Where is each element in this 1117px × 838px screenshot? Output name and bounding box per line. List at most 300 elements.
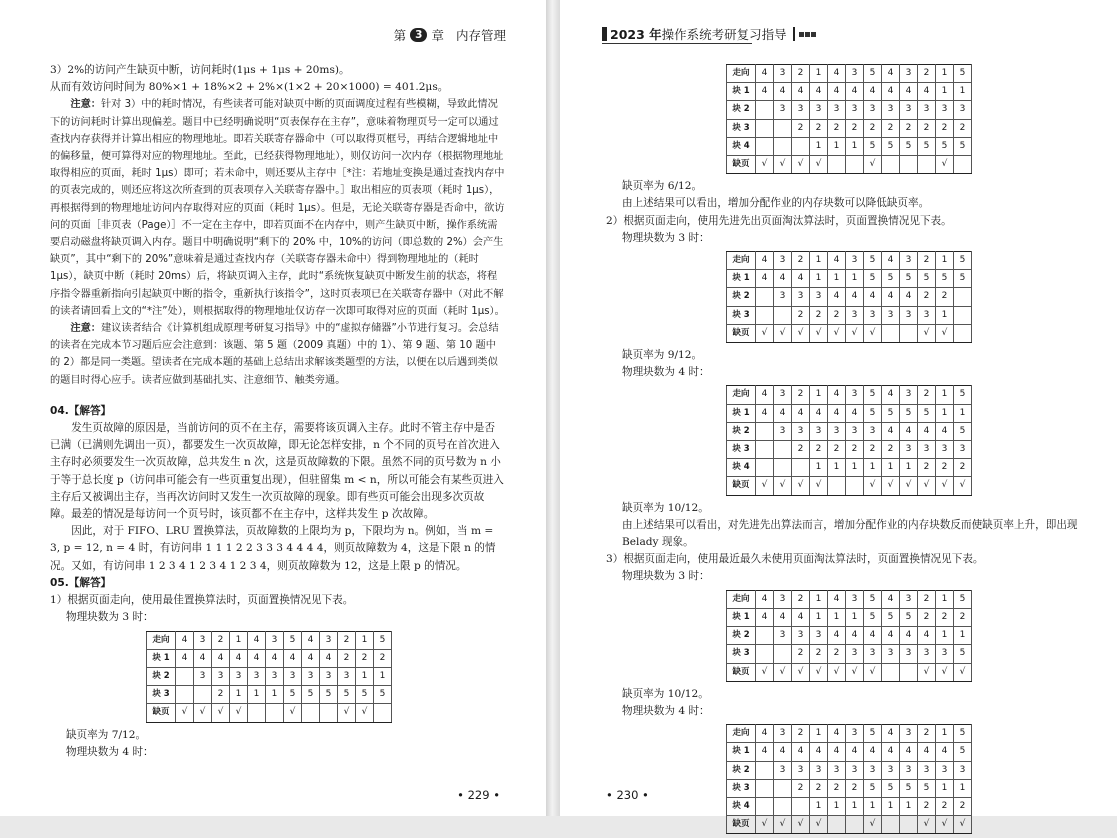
- table-cell: 5: [374, 686, 392, 704]
- table-cell: 5: [338, 686, 356, 704]
- q05-blocks-3: 物理块数为 3 时：: [66, 611, 154, 624]
- table-cell: [756, 459, 774, 477]
- para-average: 从而有效访问时间为 80%×1 + 18%×2 + 2%×(1×2 + 20×1000) = 401.2μs。: [50, 81, 449, 94]
- table-cell: √: [936, 663, 954, 681]
- table-cell: √: [792, 156, 810, 174]
- table-cell: √: [828, 324, 846, 342]
- table-cell: 3: [954, 101, 972, 119]
- table-cell: 1: [936, 590, 954, 608]
- table-cell: 4: [882, 422, 900, 440]
- table-cell: 3: [230, 667, 248, 685]
- table-cell: 1: [846, 459, 864, 477]
- right-running-header: [602, 25, 816, 43]
- right-page: [560, 0, 1117, 830]
- table-cell: 5: [900, 608, 918, 626]
- row-header: 缺页: [727, 324, 756, 342]
- table-cell: √: [864, 477, 882, 495]
- q05-blocks-4: 物理块数为 4 时：: [66, 745, 154, 758]
- table-cell: √: [774, 324, 792, 342]
- table-cell: 1: [936, 404, 954, 422]
- table-cell: 2: [954, 797, 972, 815]
- table-cell: √: [828, 663, 846, 681]
- row-header: 走向: [147, 631, 176, 649]
- table-opt-3-wrap: [50, 631, 505, 723]
- table-cell: 1: [936, 627, 954, 645]
- table-cell: 4: [792, 270, 810, 288]
- row-header: 块 3: [727, 306, 756, 324]
- table-cell: 3: [846, 725, 864, 743]
- header-year: 2023 年: [610, 27, 662, 42]
- table-cell: [954, 288, 972, 306]
- table-cell: 5: [864, 137, 882, 155]
- table-cell: 5: [356, 686, 374, 704]
- table-cell: √: [936, 156, 954, 174]
- table-cell: 4: [882, 725, 900, 743]
- table-cell: 4: [810, 83, 828, 101]
- table-optimal-3-blocks: [146, 631, 392, 723]
- table-cell: 5: [918, 270, 936, 288]
- left-running-header: [394, 26, 506, 44]
- table-cell: 2: [918, 608, 936, 626]
- table-cell: 1: [882, 459, 900, 477]
- table-cell: √: [810, 663, 828, 681]
- table-cell: √: [792, 477, 810, 495]
- table-cell: 1: [810, 459, 828, 477]
- table-cell: 3: [846, 306, 864, 324]
- table-cell: [756, 119, 774, 137]
- table-cell: 3: [774, 101, 792, 119]
- row-header: 块 2: [147, 667, 176, 685]
- table-cell: 4: [882, 288, 900, 306]
- table-cell: 3: [882, 645, 900, 663]
- table-cell: 1: [828, 270, 846, 288]
- row-header: 块 4: [727, 797, 756, 815]
- table-cell: 5: [936, 270, 954, 288]
- table-cell: √: [756, 816, 774, 834]
- table-cell: [828, 477, 846, 495]
- table-cell: 4: [846, 627, 864, 645]
- header-squares-icon: [799, 32, 816, 37]
- q04-title: 04.【解答】: [50, 404, 112, 417]
- table-cell: 2: [954, 459, 972, 477]
- table-cell: 1: [936, 252, 954, 270]
- table-cell: 2: [864, 119, 882, 137]
- table-cell: 3: [900, 386, 918, 404]
- table-cell: 3: [900, 590, 918, 608]
- table-cell: 1: [356, 667, 374, 685]
- table-cell: 2: [810, 119, 828, 137]
- right-page-number: • 230 •: [606, 788, 649, 802]
- table-row: [727, 459, 972, 477]
- table-cell: 2: [918, 725, 936, 743]
- table-cell: 4: [756, 608, 774, 626]
- table-cell: 4: [212, 649, 230, 667]
- table-cell: √: [882, 477, 900, 495]
- table-cell: 3: [828, 761, 846, 779]
- table-row: [727, 270, 972, 288]
- chapter-badge: 3: [410, 28, 427, 42]
- table-cell: 4: [846, 288, 864, 306]
- row-header: 块 3: [727, 645, 756, 663]
- table-cell: 2: [936, 608, 954, 626]
- table-cell: 4: [176, 631, 194, 649]
- note-2-label: 注意：: [70, 323, 101, 335]
- table-cell: [846, 477, 864, 495]
- table-cell: 3: [774, 627, 792, 645]
- chapter-suffix: 章: [431, 28, 444, 43]
- table-row: [727, 65, 972, 83]
- fifo-intro: 2）根据页面走向，使用先进先出页面淘汰算法时，页面置换情况见下表。: [606, 214, 952, 227]
- table-cell: 3: [194, 667, 212, 685]
- table-cell: 3: [792, 288, 810, 306]
- table-cell: 4: [828, 725, 846, 743]
- table-cell: 3: [846, 590, 864, 608]
- table-cell: √: [176, 704, 194, 722]
- table-cell: [792, 137, 810, 155]
- table-cell: 1: [936, 65, 954, 83]
- lru-intro: 3）根据页面走向，使用最近最久未使用页面淘汰算法时，页面置换情况见下表。: [606, 553, 984, 566]
- table-cell: 2: [810, 779, 828, 797]
- row-header: 块 3: [727, 441, 756, 459]
- table-cell: 3: [936, 441, 954, 459]
- header-book-title: 操作系统考研复习指导: [661, 27, 787, 42]
- row-header: 块 2: [727, 627, 756, 645]
- table-cell: [266, 704, 284, 722]
- table-cell: [774, 459, 792, 477]
- table-cell: 3: [266, 631, 284, 649]
- table-cell: [900, 324, 918, 342]
- table-cell: 4: [302, 631, 320, 649]
- table-cell: 2: [828, 441, 846, 459]
- table-cell: [302, 704, 320, 722]
- table-cell: 4: [864, 83, 882, 101]
- table-cell: 3: [900, 306, 918, 324]
- table-row: [727, 288, 972, 306]
- table-cell: 4: [792, 743, 810, 761]
- table-cell: 3: [882, 761, 900, 779]
- table-cell: 3: [864, 101, 882, 119]
- table-opt-4-wrap: [606, 64, 1086, 174]
- table-cell: 4: [756, 404, 774, 422]
- table-cell: 5: [882, 270, 900, 288]
- table-cell: 3: [864, 422, 882, 440]
- row-header: 块 2: [727, 422, 756, 440]
- table-cell: 2: [792, 590, 810, 608]
- row-header: 块 1: [147, 649, 176, 667]
- table-cell: √: [792, 663, 810, 681]
- chapter-prefix: 第: [393, 28, 407, 43]
- table-cell: √: [918, 816, 936, 834]
- table-row: [727, 743, 972, 761]
- table-cell: [756, 627, 774, 645]
- table-cell: 5: [954, 725, 972, 743]
- table-cell: 5: [864, 779, 882, 797]
- table-cell: 5: [864, 725, 882, 743]
- table-cell: 3: [918, 101, 936, 119]
- table-cell: 2: [828, 306, 846, 324]
- table-row: [727, 404, 972, 422]
- q05-para-1: 1）根据页面走向，使用最佳置换算法时，页面置换情况见下表。: [50, 594, 354, 607]
- table-cell: 1: [810, 252, 828, 270]
- table-cell: 2: [810, 441, 828, 459]
- q04-para-1: 发生页故障的原因是，当前访问的页不在主存，需要将该页调入主存。此时不管主存中是否已满（已满则先调出一页），都要发生一次页故障，即无论怎样安排，n 个不同的页号在首次进入主存时必须要发生一次页故障，总共发生 n 次，这是页故障数的下限。虽然不同的页号数为 n 小于等于总长度 p（访问串可能会有一些页重复出现），但驻留集 m < n，所以可能会有某些页进入主存后又被调出主存，当再次访问时又发生一次页故障的现象。即有些页可能会出现多次页故障。最差的情况是每访问一个页号时，该页都不在主存中，这样共发生 p 次故障。: [50, 422, 504, 521]
- table-cell: 3: [900, 65, 918, 83]
- table-cell: √: [756, 324, 774, 342]
- table-cell: [774, 441, 792, 459]
- table-cell: √: [774, 156, 792, 174]
- table-cell: √: [284, 704, 302, 722]
- row-header: 块 3: [727, 779, 756, 797]
- table-cell: 4: [302, 649, 320, 667]
- table-cell: 1: [846, 608, 864, 626]
- table-cell: 4: [882, 83, 900, 101]
- rate-fifo-3: 缺页率为 9/12。: [622, 349, 703, 362]
- table-cell: 3: [828, 422, 846, 440]
- table-row: [727, 761, 972, 779]
- row-header: 块 3: [147, 686, 176, 704]
- table-cell: 3: [918, 645, 936, 663]
- table-cell: 3: [846, 645, 864, 663]
- table-fifo-4-wrap: [606, 385, 1086, 495]
- table-cell: 3: [846, 65, 864, 83]
- row-header: 块 2: [727, 101, 756, 119]
- table-cell: 1: [230, 631, 248, 649]
- table-cell: 4: [320, 649, 338, 667]
- table-cell: 5: [864, 386, 882, 404]
- table-cell: 1: [810, 608, 828, 626]
- table-cell: 4: [846, 404, 864, 422]
- table-cell: 2: [918, 797, 936, 815]
- table-cell: 4: [756, 252, 774, 270]
- table-cell: 3: [774, 386, 792, 404]
- table-cell: 1: [230, 686, 248, 704]
- table-cell: 3: [864, 761, 882, 779]
- table-cell: 1: [846, 797, 864, 815]
- table-cell: 3: [954, 441, 972, 459]
- table-cell: 4: [900, 288, 918, 306]
- table-cell: √: [936, 816, 954, 834]
- table-cell: 2: [918, 252, 936, 270]
- table-cell: [954, 156, 972, 174]
- table-lru-3-blocks: [726, 590, 972, 682]
- table-row: [147, 686, 392, 704]
- table-row: [727, 137, 972, 155]
- table-cell: 4: [918, 83, 936, 101]
- row-header: 缺页: [727, 816, 756, 834]
- table-cell: 4: [810, 404, 828, 422]
- row-header: 块 4: [727, 459, 756, 477]
- table-cell: 5: [864, 270, 882, 288]
- table-cell: 5: [320, 686, 338, 704]
- table-cell: 3: [828, 101, 846, 119]
- table-cell: √: [864, 324, 882, 342]
- table-cell: √: [864, 156, 882, 174]
- table-cell: √: [792, 324, 810, 342]
- table-cell: √: [194, 704, 212, 722]
- table-cell: 3: [302, 667, 320, 685]
- table-cell: 2: [212, 631, 230, 649]
- table-cell: [828, 156, 846, 174]
- table-cell: 5: [864, 65, 882, 83]
- table-row: [727, 627, 972, 645]
- table-cell: 3: [194, 631, 212, 649]
- table-cell: 4: [810, 743, 828, 761]
- rate-opt-4: 缺页率为 6/12。: [622, 180, 703, 193]
- table-cell: √: [846, 324, 864, 342]
- table-cell: 4: [248, 631, 266, 649]
- table-cell: 1: [900, 797, 918, 815]
- table-cell: 5: [954, 137, 972, 155]
- table-row: [727, 422, 972, 440]
- fifo-blocks-4: 物理块数为 4 时：: [622, 366, 710, 379]
- table-row: [727, 252, 972, 270]
- table-cell: 4: [864, 627, 882, 645]
- table-cell: 2: [792, 65, 810, 83]
- table-cell: 4: [882, 627, 900, 645]
- conclusion-fifo: 由上述结果可以看出，对先进先出算法而言，增加分配作业的内存块数反而使缺页率上升，即出现 Belady 现象。: [622, 518, 1078, 549]
- table-cell: 3: [846, 101, 864, 119]
- table-cell: 3: [900, 645, 918, 663]
- table-cell: 5: [918, 779, 936, 797]
- table-cell: 2: [918, 119, 936, 137]
- conclusion-opt: 由上述结果可以看出，增加分配作业的内存块数可以降低缺页率。: [622, 197, 930, 210]
- table-cell: 1: [954, 627, 972, 645]
- table-cell: 4: [936, 743, 954, 761]
- table-cell: [774, 797, 792, 815]
- table-cell: 4: [756, 590, 774, 608]
- rate-fifo-4: 缺页率为 10/12。: [622, 501, 709, 514]
- table-cell: 3: [846, 422, 864, 440]
- table-cell: 5: [918, 137, 936, 155]
- note-1-text: 针对 3）中的耗时情况，有些读者可能对缺页中断的页面调度过程有些模糊，导致此情况下的访问耗时计算出现偏差。题目中已经明确说明“页表保存在主存”，意味着物理页号一定可以通过查找内存获得并计算出相应的物理地址。即若关联寄存器命中（可以取得页框号，再结合逻辑地址中的偏移量，便可算得对应的物理地址。至此，已经获得物理地址），则仅访问一次内存（根据物理地址取得相应的页面，耗时 1μs）即可；若未命中，则还要从主存中［*注：若地址变换是通过查找内存中的页表完成的，则还应将这次所查到的页表项存入关联寄存器中。］取出相应的页表项（耗时 1μs），再根据得到的物理地址访问内存取得对应的页面（耗时 1μs）。但是，无论关联寄存器是否命中，欲访问的页面［非页表（Page）］不一定在主存中，即若页面不在内存中，则产生缺页中断，操作系统需要启动磁盘将缺页调入内存。题目中明确说明“剩下的 20% 中，10%的访问（即总数的 2%）会产生缺页”，其中“剩下的 20%”意味着是通过查找内存（关联寄存器未命中）得到物理地址的（耗时 1μs），缺页中断（耗时 20ms）后，将缺页调入主存，此时“系统恢复缺页中断发生前的状态，将程序指令器重新指向引起缺页中断的指令，重新执行该指令”，这时页表项已在关联寄存器中（对此不解的读者请回看上文的“*注”处），则根据取得的物理地址仅访存一次即可取得对应的页面（耗时 1μs）。: [50, 99, 505, 317]
- left-content: [50, 62, 505, 761]
- table-cell: 1: [864, 797, 882, 815]
- note-2-text: 建议读者结合《计算机组成原理考研复习指导》中的“虚拟存储器”小节进行复习。会总结的读者在完成本节习题后应会注意到：该题、第 5 题（2009 真题）中的 1）、第 9 题、第 10 题中的 2）都是同一类题。望读者在完成本题的基础上总结出求解该类题型的方法，以便在以后遇到类似的题目时得心应手。读者应做到基础扎实、注意细节、触类旁通。: [50, 323, 499, 386]
- table-cell: 4: [936, 422, 954, 440]
- table-cell: 4: [918, 422, 936, 440]
- table-cell: 4: [828, 590, 846, 608]
- table-cell: 2: [918, 590, 936, 608]
- table-cell: √: [918, 477, 936, 495]
- table-row: [727, 725, 972, 743]
- table-row: [727, 441, 972, 459]
- table-cell: √: [810, 477, 828, 495]
- table-cell: [320, 704, 338, 722]
- table-cell: 1: [810, 725, 828, 743]
- table-cell: 2: [792, 645, 810, 663]
- table-cell: √: [810, 156, 828, 174]
- table-cell: 3: [936, 101, 954, 119]
- table-cell: √: [774, 663, 792, 681]
- table-cell: √: [864, 816, 882, 834]
- note-1: [50, 96, 505, 320]
- table-row: [147, 704, 392, 722]
- table-cell: 2: [828, 645, 846, 663]
- table-cell: [374, 704, 392, 722]
- table-cell: [846, 816, 864, 834]
- table-cell: [756, 137, 774, 155]
- table-cell: 4: [864, 743, 882, 761]
- table-cell: 4: [828, 743, 846, 761]
- table-cell: 4: [774, 83, 792, 101]
- table-cell: 3: [774, 65, 792, 83]
- table-cell: 4: [882, 252, 900, 270]
- table-cell: √: [936, 477, 954, 495]
- table-cell: 5: [864, 252, 882, 270]
- header-bar-icon: [602, 27, 607, 41]
- header-underline: [602, 43, 752, 44]
- table-cell: [774, 306, 792, 324]
- table-cell: 2: [792, 386, 810, 404]
- table-cell: 3: [284, 667, 302, 685]
- table-cell: 2: [792, 119, 810, 137]
- table-cell: 1: [356, 631, 374, 649]
- table-cell: 5: [954, 743, 972, 761]
- table-cell: 2: [882, 119, 900, 137]
- table-cell: √: [756, 156, 774, 174]
- table-cell: [756, 441, 774, 459]
- table-optimal-4-blocks: [726, 64, 972, 174]
- table-cell: 2: [864, 441, 882, 459]
- table-cell: √: [954, 816, 972, 834]
- table-cell: 1: [954, 404, 972, 422]
- table-cell: [882, 324, 900, 342]
- table-cell: [756, 306, 774, 324]
- table-cell: 4: [918, 743, 936, 761]
- table-cell: 3: [320, 667, 338, 685]
- row-header: 走向: [727, 725, 756, 743]
- table-cell: 4: [756, 270, 774, 288]
- table-cell: 5: [900, 779, 918, 797]
- table-row: [727, 306, 972, 324]
- table-cell: 4: [882, 386, 900, 404]
- table-cell: 3: [936, 645, 954, 663]
- table-cell: 4: [828, 386, 846, 404]
- table-cell: 1: [936, 306, 954, 324]
- row-header: 块 1: [727, 608, 756, 626]
- row-header: 走向: [727, 590, 756, 608]
- table-cell: 4: [792, 608, 810, 626]
- table-cell: 2: [792, 306, 810, 324]
- table-cell: √: [774, 816, 792, 834]
- table-cell: [194, 686, 212, 704]
- left-page-number: • 229 •: [457, 788, 500, 802]
- table-cell: 3: [810, 422, 828, 440]
- table-cell: 5: [882, 404, 900, 422]
- table-cell: 2: [356, 649, 374, 667]
- table-cell: [774, 137, 792, 155]
- table-cell: √: [846, 663, 864, 681]
- table-cell: 3: [774, 761, 792, 779]
- table-row: [727, 797, 972, 815]
- table-row: [727, 663, 972, 681]
- table-cell: 4: [864, 288, 882, 306]
- table-cell: 1: [248, 686, 266, 704]
- table-cell: 3: [918, 306, 936, 324]
- header-rule-icon: [793, 27, 795, 41]
- table-cell: 1: [900, 459, 918, 477]
- table-cell: 3: [810, 761, 828, 779]
- table-row: [727, 779, 972, 797]
- table-cell: 3: [810, 288, 828, 306]
- table-cell: 4: [774, 404, 792, 422]
- fifo-blocks-3: 物理块数为 3 时：: [622, 231, 710, 244]
- table-cell: 4: [882, 590, 900, 608]
- table-cell: 2: [882, 441, 900, 459]
- table-cell: [954, 306, 972, 324]
- table-cell: 4: [756, 725, 774, 743]
- table-cell: [756, 797, 774, 815]
